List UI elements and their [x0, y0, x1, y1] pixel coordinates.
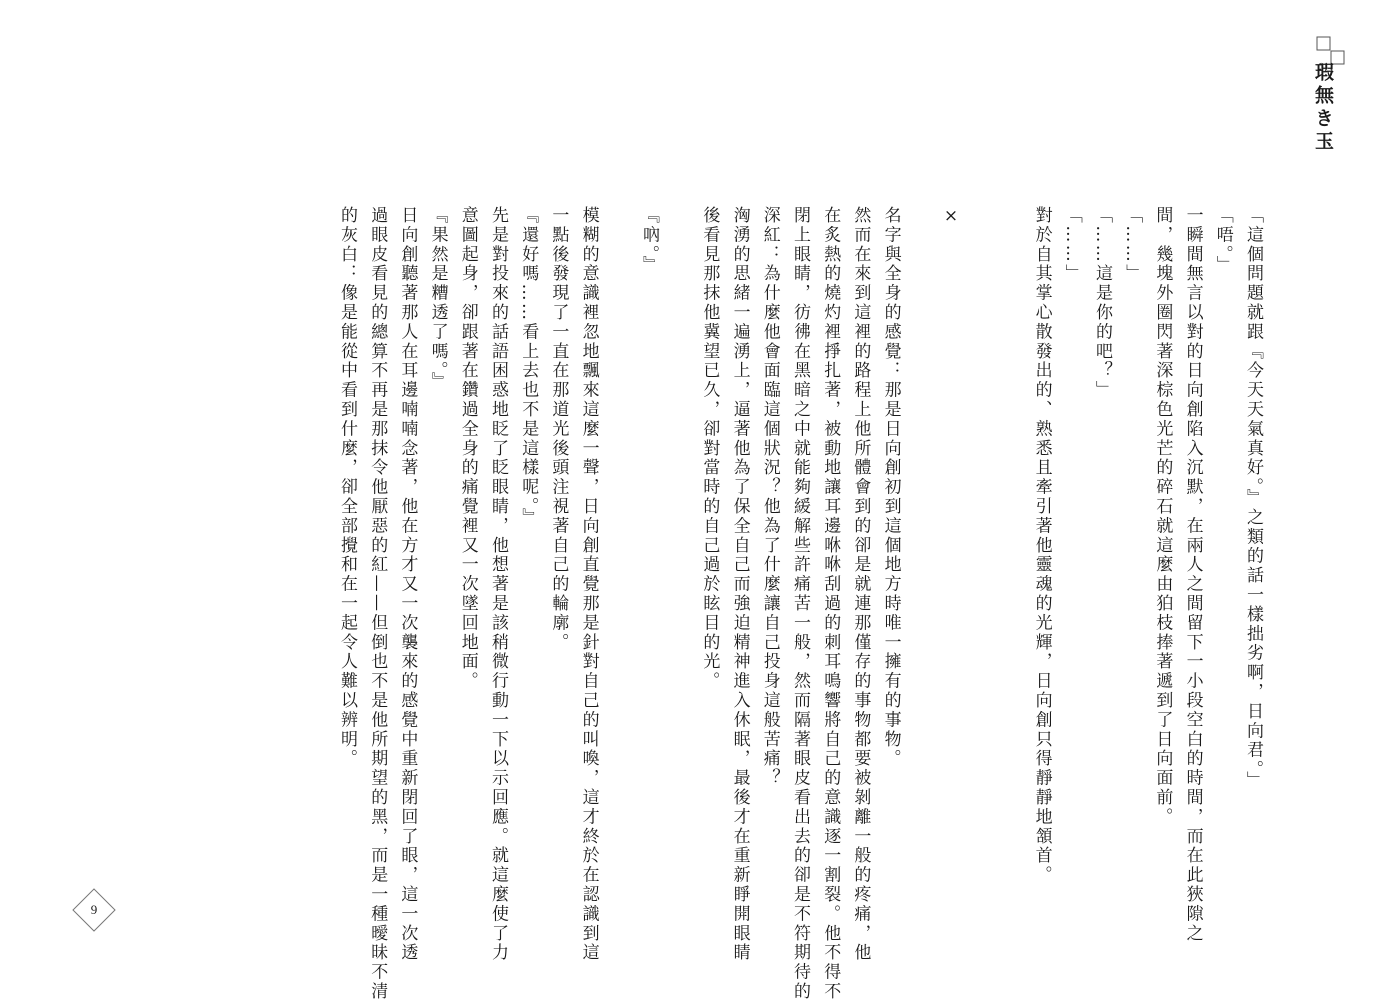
- text-line: 閉上眼睛，彷彿在黑暗之中就能夠緩解些許痛苦一般，然而隔著眼皮看出去的卻是不符期待的: [790, 206, 810, 1001]
- scene-break-mark: ×: [941, 206, 961, 229]
- text-line: 對於自其掌心散發出的、熟悉且牽引著他靈魂的光輝，日向創只得靜靜地頷首。: [1031, 206, 1052, 885]
- blank-line: [996, 206, 1026, 866]
- blank-line: [604, 206, 634, 866]
- text-line: 過眼皮看見的總算不再是那抹令他厭惡的紅——但倒也不是他所期望的黑，而是一種曖昧不清: [367, 206, 388, 1001]
- text-line: 『吶。』: [639, 206, 659, 276]
- text-line: 洶湧的思緒一遍湧上，逼著他為了保全自己而強迫精神進入休眠，最後才在重新睜開眼睛: [729, 206, 750, 963]
- text-line: 意圖起身，卻跟著在鑽過全身的痛覺裡又一次墜回地面。: [457, 206, 478, 691]
- page-number: 9: [90, 902, 98, 917]
- text-line: 『果然是糟透了嗎。』: [427, 206, 448, 392]
- text-line: 在炙熱的燒灼裡掙扎著，被動地讓耳邊咻咻刮過的刺耳鳴響將自己的意識逐一割裂。他不得不: [820, 206, 841, 1001]
- text-line: 名字與全身的感覺：那是日向創初到這個地方時唯一擁有的事物。: [880, 206, 901, 769]
- blank-line: [906, 206, 936, 866]
- text-line: 「……這是你的吧？」: [1091, 206, 1112, 400]
- text-line: 的灰白：像是能從中看到什麼，卻全部攪和在一起令人難以辨明。: [336, 206, 357, 769]
- text-line: 「這個問題就跟『今天天氣真好。』之類的話一樣拙劣啊，日向君。」: [1243, 206, 1263, 791]
- text-line: 間，幾塊外圈閃著深棕色光芒的碎石就這麼由狛枝捧著遞到了日向面前。: [1152, 206, 1173, 827]
- page-number-badge: [72, 888, 116, 932]
- novel-body-text: [332, 206, 1268, 1001]
- text-line: 「……」: [1122, 206, 1143, 284]
- book-title: 瑕無き玉: [1312, 62, 1334, 154]
- text-line: 「……」: [1061, 206, 1082, 284]
- text-line: 然而在來到這裡的路程上他所體會到的卻是就連那僅存的事物都要被剝離一般的疼痛，他: [850, 206, 871, 963]
- text-line: 模糊的意識裡忽地飄來這麼一聲，日向創直覺那是針對自己的叫喚，這才終於在認識到這: [578, 206, 599, 963]
- text-line: 先是對投來的話語困惑地眨了眨眼睛，他想著是該稍微行動一下以示回應。就這麼使了力: [488, 206, 508, 963]
- blank-line: [664, 206, 694, 866]
- text-line: 一點後發現了一直在那道光後頭注視著自己的輪廓。: [548, 206, 569, 653]
- text-line: 『還好嗎……看上去也不是這樣呢。』: [518, 206, 539, 528]
- text-line: 深紅：為什麼他會面臨這個狀況？他為了什麼讓自己投身這般苦痛？: [759, 206, 780, 788]
- text-line: 一瞬間無言以對的日向創陷入沉默，在兩人之間留下一小段空白的時間，而在此狹隙之: [1182, 206, 1203, 944]
- text-line: 後看見那抹他冀望已久，卻對當時的自己過於眩目的光。: [699, 206, 720, 691]
- text-line: 日向創聽著那人在耳邊喃喃念著，他在方才又一次襲來的感覺中重新閉回了眼，這一次透: [397, 206, 418, 963]
- blank-line: [966, 206, 996, 866]
- text-line: 「唔。」: [1212, 206, 1233, 276]
